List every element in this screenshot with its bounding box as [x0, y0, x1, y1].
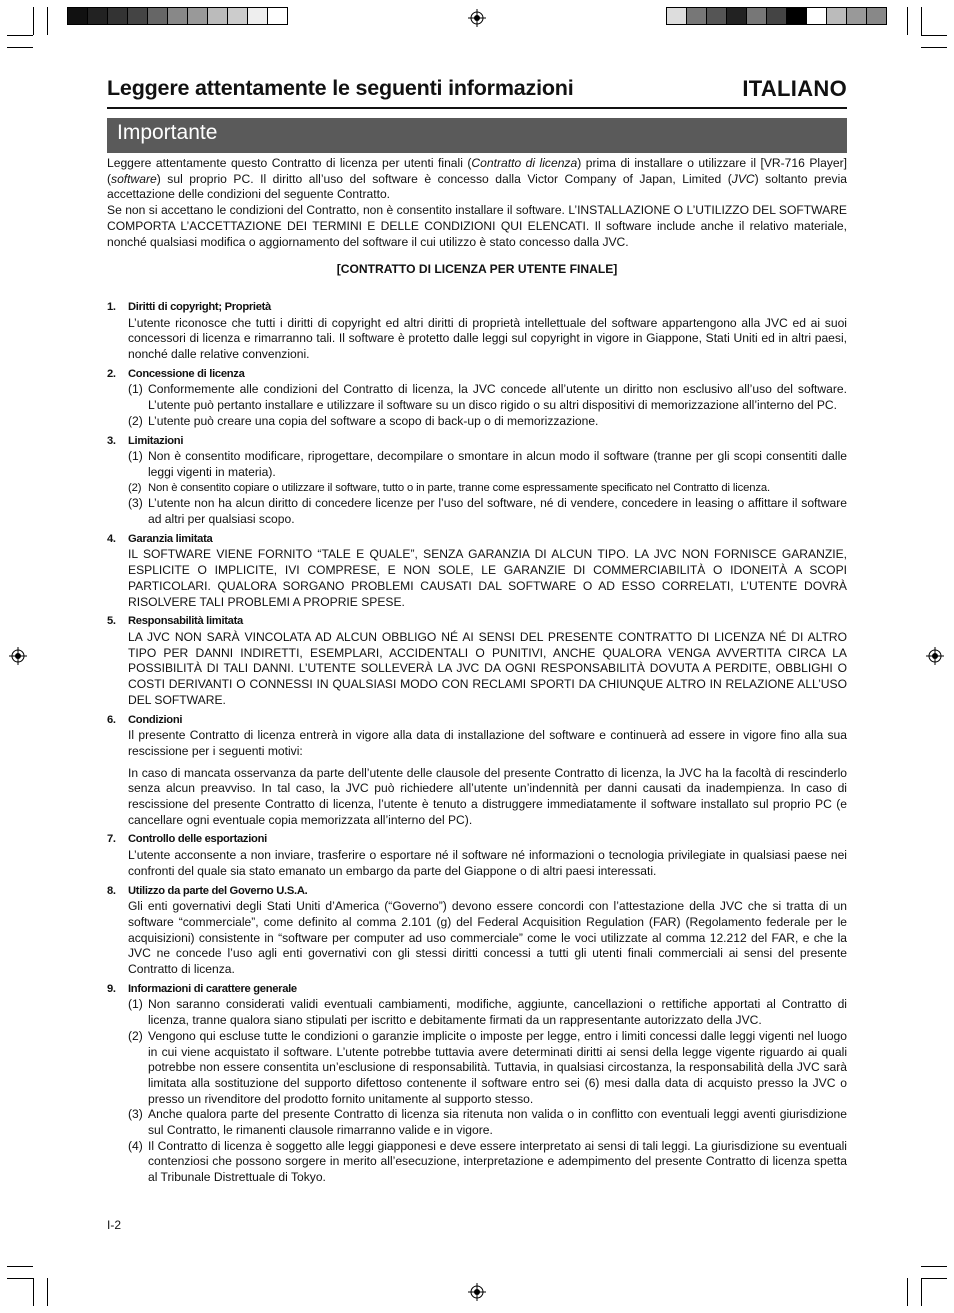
section-heading: Concessione di licenza — [128, 367, 245, 380]
section-heading: Controllo delle esportazioni — [128, 833, 267, 846]
section-heading: Diritti di copyright; Proprietà — [128, 300, 271, 313]
page-number: I-2 — [107, 1218, 122, 1232]
registration-mark-icon — [468, 1283, 486, 1301]
license-text — [107, 156, 847, 1186]
section-heading: Utilizzo da parte del Governo U.S.A. — [128, 884, 308, 897]
contract-title: [CONTRATTO DI LICENZA PER UTENTE FINALE] — [336, 262, 618, 277]
registration-mark-icon — [9, 647, 27, 665]
section-6: 6. Condizioni Il presente Contratto di licenza entrerà in vigore alla data di installazione del software e continuerà ad essere in vigore fino alla sua rescissione per i seguenti motivi: In caso di mancata osservanza da parte dell’utente delle clausole del presente Contratto di licenza, la JVC ha la facoltà di rescinderlo senza alcun preavviso. In tal caso, la JVC può richiedere all’utente un’indennità per danni causati da inadempienza. In caso di rescissione del presente Contratto di licenza, l’utente è tenuto a distruggere immediatamente il software installato sul proprio PC (e cancellare ogni eventuale copia memorizzata all’interno del PC). — [107, 713, 847, 827]
registration-mark-icon — [926, 647, 944, 665]
section-heading: Condizioni — [128, 713, 183, 726]
section-3: 3. Limitazioni (1) Non è consentito modificare, riprogettare, decompilare o smontare in alcun modo il software (tranne per gli scopi consentiti dalle leggi vigenti in materia). (2) Non è consentito copiare o utilizzare il software, tutto o in parte, tranne come espressamente specificato nel Contratto di licenza. (3) L’utente non ha alcun diritto di concedere licenze per l’uso del software, né di vendere, concedere in leasing o affittare il software ad altri per qualsiasi scopo. — [107, 434, 847, 527]
section-heading: Informazioni di carattere generale — [128, 982, 297, 995]
title-divider — [107, 107, 847, 109]
section-7: 7. Controllo delle esportazioni L’utente acconsente a non inviare, trasferire o esportare né il software né informazioni o tecnologia privilegiate in qualsiasi paese nei confronti del quale sia stato emanato un embargo da parte del Giappone o di altri paesi interessati. — [107, 833, 847, 878]
section-band — [107, 118, 847, 153]
section-5: 5. Responsabilità limitata LA JVC NON SARÀ VINCOLATA AD ALCUN OBBLIGO NÉ AI SENSI DEL PRESENTE CONTRATTO DI LICENZA NÉ DI ALTRO TIPO PER DANNI INDIRETTI, ESEMPLARI, ACCIDENTALI O PUNITIVI, ANCHE QUALORA VENGA AVVERTITA CIRCA LA POSSIBILITÀ DI TALI DANNI. L’UTENTE SOLLEVERÀ LA JVC DA OGNI RESPONSABILITÀ DOVUTA A PERDITE, OBBLIGHI O COSTI DERIVANTI O CONNESSI IN QUALSIASI MODO CON RECLAMI SPORTI DA CHIUNQUE ALTRO IN RELAZIONE ALL’USO DEL SOFTWARE. — [107, 615, 847, 707]
section-9: 9. Informazioni di carattere generale (1) Non saranno considerati validi eventuali cambiamenti, modifiche, aggiunte, cancellazioni o rettifiche apportati al Contratto di licenza, tranne qualora siano stipulati per iscritto e debitamente firmati da un rappresentante autorizzato della JVC. (2) Vengono qui escluse tutte le condizioni o garanzie implicite o imposte per legge, entro i limiti concessi dalle leggi vigenti nel luogo in cui viene acquistato il software. L’utente potrebbe tuttavia avere determinati diritti ai sensi della legge vigente riguardo ai quali potrebbe non essere consentita un’esclusione di responsabilità. Tuttavia, in qualsiasi circostanza, la responsabilità della JVC sarà limitata alla sostituzione del supporto difettoso contenente il software entro sei (6) mesi dalla data di acquisto presso la JVC o presso un rivenditore del prodotto fornito unitamente al supporto stesso. (3) Anche qualora parte del presente Contratto di licenza sia ritenuta non valida o in conflitto con eventuali leggi aventi giurisdizione sul Contratto, le rimanenti clausole rimarranno valide e in vigore. (4) Il Contratto di licenza è soggetto alle leggi giapponesi e deve essere interpretato ai sensi di tali leggi. La giurisdizione su eventuali contenziosi che possono sorgere in merito all’esecuzione, interpretazione e adempimento del presente Contratto di licenza spetta al Tribunale Distrettuale di Tokyo. — [107, 982, 847, 1185]
section-heading: Responsabilità limitata — [128, 615, 243, 628]
language-label: ITALIANO — [742, 76, 847, 101]
section-1: 1. Diritti di copyright; Proprietà L’utente riconosce che tutti i diritti di copyright ed altri diritti di proprietà intellettuale del software appartengono alla JVC ed ai suoi concessori di licenza e rimarranno tali. Il software è protetto dalle leggi sul copyright in vigore in Giappone, Stati Uniti ed in altri paesi, nonché dalle relative convenzioni. — [107, 300, 847, 362]
section-4: 4. Garanzia limitata IL SOFTWARE VIENE FORNITO “TALE E QUALE”, SENZA GARANZIA DI ALCUN TIPO. LA JVC NON FORNISCE GARANZIE, ESPLICITE O IMPLICITE, IVI COMPRESE, E NON SOLE, LE GARANZIE DI COMMERCIABILITÀ O IDONEITÀ A SCOPI PARTICOLARI. QUALORA SORGANO PROBLEMI CAUSATI DAL SOFTWARE O AD ESSO CORRELATI, L’UTENTE DOVRÀ RISOLVERE TALI PROBLEMI A PROPRIE SPESE. — [107, 532, 847, 609]
registration-mark-icon — [468, 9, 486, 27]
section-heading: Garanzia limitata — [128, 532, 213, 545]
intro-paragraph-2: Se non si accettano le condizioni del Contratto, non è consentito installare il software. L’INSTALLAZIONE O L’UTILIZZO DEL SOFTWARE COMPORTA L’ACCETTAZIONE DEI TERMINI E DELLE CONDIZIONI QUI ELENCATI. Il software include anche il relativo materiale, nonché qualsiasi modifica o aggiornamento del software il cui utilizzo è stato concesso dalla JVC. — [107, 203, 847, 249]
section-heading: Limitazioni — [128, 434, 184, 447]
section-8: 8. Utilizzo da parte del Governo U.S.A. Gli enti governativi degli Stati Uniti d’America (“Governo”) devono essere concordi con l’attestazione della JVC che si tratta di un software “commerciale”, come definito al comma 2.101 (g) del Federal Acquisition Regulation (FAR) (Regolamento federale per le acquisizioni) consistente in “software per computer ad uso commerciale” come le voci utilizzate al comma 12.212 del FAR, e che la JVC ne concede l’uso agli enti governativi con gli stessi diritti concessi a tutti gli utenti finali commerciali ai sensi del presente Contratto di licenza. — [107, 884, 847, 977]
intro-paragraph-1: Leggere attentamente questo Contratto di licenza per utenti finali (Contratto di licenza) prima di installare o utilizzare il [VR-716 Player] (software) sul proprio PC. Il diritto all’uso del software è concesso dalla Victor Company of Japan, Limited (JVC) soltanto previa accettazione delle condizioni del seguente Contratto. — [107, 156, 847, 202]
section-band-title: Importante — [117, 121, 218, 144]
section-2: 2. Concessione di licenza (1) Conformemente alle condizioni del Contratto di licenza, la JVC concede all’utente un diritto non esclusivo all’uso del software. L’utente può pertanto installare e utilizzare il software su un disco rigido o su altri dispositivi di memorizzazione all’interno del PC. (2) L’utente può creare una copia del software a scopo di back-up o di memorizzazione. — [107, 367, 847, 428]
page-title: Leggere attentamente le seguenti informazioni — [107, 76, 574, 100]
